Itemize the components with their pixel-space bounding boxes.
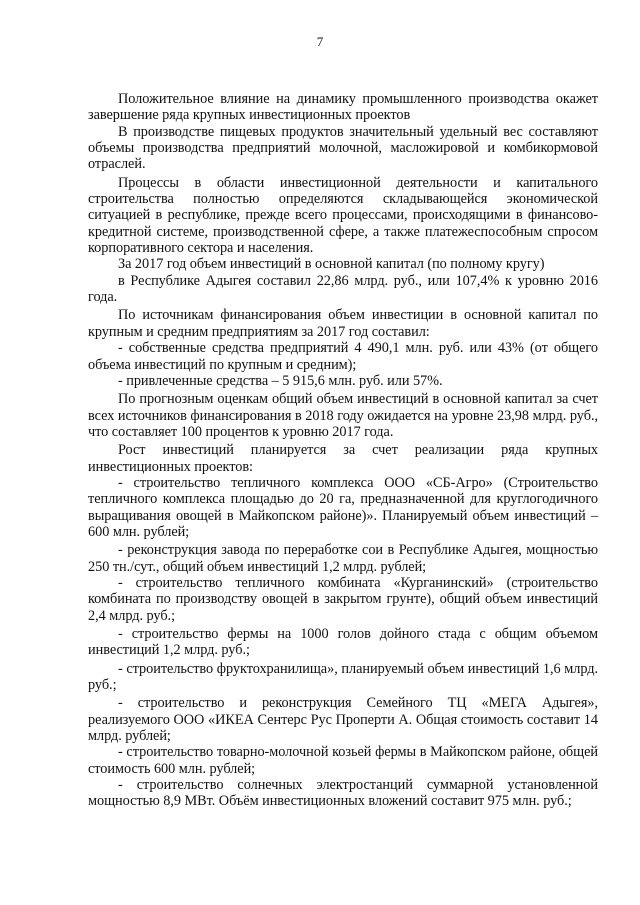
paragraph-industrial-outlook: Положительное влияние на динамику промышленного производства окажет завершение ряда крупных инвестиционных проектов	[88, 91, 598, 124]
list-item-solar-plants: - строительство солнечных электростанций суммарной установленной мощностью 8,9 МВт. Объём инвестиционных вложений составит 975 млн. руб.;	[88, 777, 598, 810]
list-item-greenhouse-kurganinsky: - строительство тепличного комбината «Курганинский» (строительство комбината по производству овощей в закрытом грунте), общий объем инвестиций 2,4 млрд. руб.;	[88, 574, 598, 624]
list-item-borrowed-funds: - привлеченные средства – 5 915,6 млн. руб. или 57%.	[118, 372, 443, 389]
paragraph-investment-processes: Процессы в области инвестиционной деятельности и капитального строительства полностью определяются складывающейся экономической ситуацией в республике, прежде всего процессами, происходящими в финансово-кредитной системе, производственной сфере, а также платежеспособным спросом корпоративного сектора и населения.	[88, 174, 598, 257]
list-item-soy-plant: - реконструкция завода по переработке сои в Республике Адыгея, мощностью 250 тн./сут., общий объем инвестиций 1,2 млрд. рублей;	[88, 542, 598, 575]
paragraph-growth-projects: Рост инвестиций планируется за счет реализации ряда крупных инвестиционных проектов:	[88, 442, 598, 475]
list-item-dairy-farm: - строительство фермы на 1000 голов дойного стада с общим объемом инвестиций 1,2 млрд. руб.;	[88, 626, 598, 659]
paragraph-funding-sources: По источникам финансирования объем инвестиции в основной капитал по крупным и средним предприятиям за 2017 год составил:	[88, 307, 598, 340]
paragraph-investment-2017: За 2017 год объем инвестиций в основной капитал (по полному кругу)	[118, 256, 545, 273]
list-item-fruit-storage: - строительство фруктохранилища», планируемый объем инвестиций 1,6 млрд. руб.;	[88, 660, 598, 694]
list-item-greenhouse-sb-agro: - строительство тепличного комплекса ООО «СБ-Агро» (Строительство тепличного комплекса площадью до 20 га, предназначенной для круглогодичного выращивания овощей в Майкопском районе)». Планируемый объем инвестиций – 600 млн. рублей;	[88, 474, 598, 540]
list-item-own-funds: - собственные средства предприятий 4 490,1 млн. руб. или 43% (от общего объема инвестиций по крупным и средним);	[88, 340, 598, 373]
page-number: 7	[316, 34, 324, 49]
list-item-mega-center: - строительство и реконструкция Семейного ТЦ «МЕГА Адыгея», реализуемого ООО «ИКЕА Сентерс Рус Проперти А. Общая стоимость составит 14 млрд. рублей;	[88, 695, 598, 745]
paragraph-adygea-total: в Республике Адыгея составил 22,86 млрд. руб., или 107,4% к уровню 2016 года.	[88, 272, 598, 306]
document-body	[88, 91, 598, 810]
paragraph-food-production: В производстве пищевых продуктов значительный удельный вес составляют объемы производства предприятий молочной, масложировой и комбикормовой отраслей.	[88, 123, 598, 173]
paragraph-forecast-2018: По прогнозным оценкам общий объем инвестиций в основной капитал за счет всех источников финансирования в 2018 году ожидается на уровне 23,98 млрд. руб., что составляет 100 процентов к уровню 2017 года.	[88, 391, 598, 440]
list-item-goat-farm: - строительство товарно-молочной козьей фермы в Майкопском районе, общей стоимость 600 млн. рублей;	[88, 744, 598, 777]
